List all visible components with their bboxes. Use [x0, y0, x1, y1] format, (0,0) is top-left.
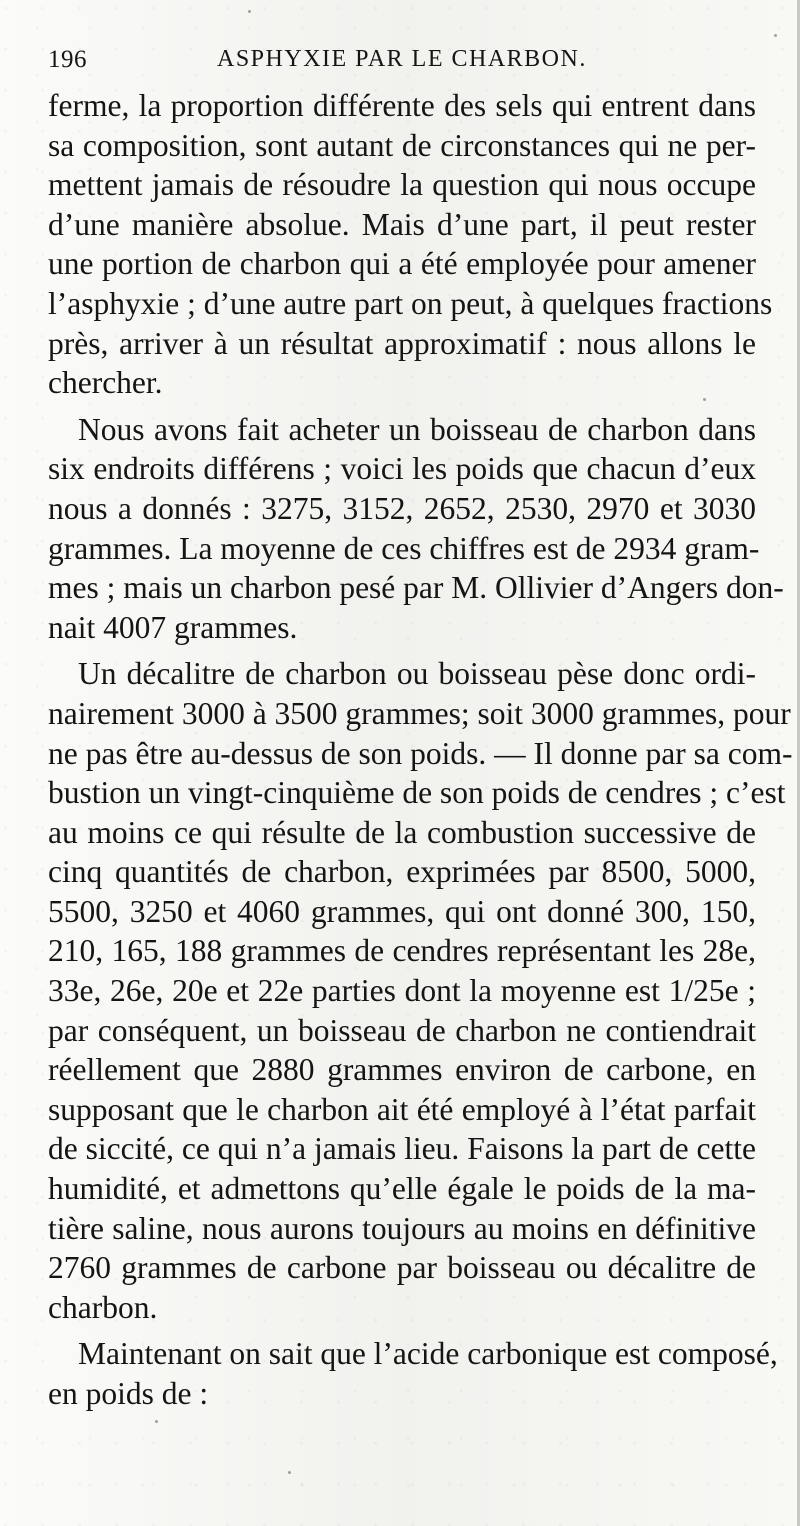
- text-line: 2760 grammes de carbone par boisseau ou décalitre de: [48, 1250, 756, 1286]
- paragraph-1: [48, 86, 773, 403]
- text-line: nous a donnés : 3275, 3152, 2652, 2530, 2970 et 3030: [48, 490, 756, 526]
- paragraph-3: [48, 654, 793, 1327]
- text-line: supposant que le charbon ait été employé à l’état parfait: [48, 1091, 756, 1127]
- text-line: charbon.: [48, 1289, 158, 1325]
- running-head: ASPHYXIE PAR LE CHARBON.: [217, 46, 587, 72]
- text-line: 33e, 26e, 20e et 22e parties dont la moyenne est 1/25e ;: [48, 973, 756, 1009]
- text-line: une portion de charbon qui a été employée pour amener: [48, 246, 756, 282]
- text-line: ne pas être au-dessus de son poids. — Il donne par sa com-: [48, 735, 793, 771]
- page-number: 196: [48, 46, 87, 73]
- text-line: de siccité, ce qui n’a jamais lieu. Faisons la part de cette: [48, 1131, 756, 1167]
- text-line: six endroits différens ; voici les poids que chacun d’eux: [48, 451, 756, 487]
- text-line: grammes. La moyenne de ces chiffres est de 2934 gram-: [48, 530, 760, 566]
- body-text: [48, 86, 793, 1414]
- text-line: Nous avons fait acheter un boisseau de charbon dans: [78, 411, 756, 447]
- text-line: l’asphyxie ; d’une autre part on peut, à quelques fractions: [48, 285, 773, 321]
- paragraph-spacing: [48, 647, 756, 654]
- paper-speck: [774, 34, 777, 37]
- paper-speck: [288, 1471, 291, 1474]
- paper-speck: [703, 398, 706, 401]
- text-line: humidité, et admettons qu’elle égale le poids de la ma-: [48, 1171, 756, 1207]
- paragraph-spacing: [48, 1327, 756, 1334]
- text-line: réellement que 2880 grammes environ de carbone, en: [48, 1052, 756, 1088]
- text-line: mes ; mais un charbon pesé par M. Ollivier d’Angers don-: [48, 570, 784, 606]
- text-line: par conséquent, un boisseau de charbon ne contiendrait: [48, 1012, 756, 1048]
- text-line: chercher.: [48, 365, 163, 401]
- paragraph-spacing: [48, 403, 756, 410]
- text-line: d’une manière absolue. Mais d’une part, il peut rester: [48, 206, 756, 242]
- text-line: tière saline, nous aurons toujours au moins en définitive: [48, 1210, 756, 1246]
- text-line: près, arriver à un résultat approximatif : nous allons le: [48, 325, 756, 361]
- paragraph-2: [48, 410, 784, 648]
- text-line: Maintenant on sait que l’acide carbonique est composé,: [78, 1336, 778, 1372]
- text-line: en poids de :: [48, 1376, 209, 1411]
- text-line: nairement 3000 à 3500 grammes; soit 3000 grammes, pour: [48, 695, 791, 731]
- text-line: nait 4007 grammes.: [48, 609, 298, 645]
- page-header: [48, 46, 758, 78]
- paper-speck: [248, 10, 251, 13]
- text-line: mettent jamais de résoudre la question qui nous occupe: [48, 167, 756, 203]
- text-line: 5500, 3250 et 4060 grammes, qui ont donné 300, 150,: [48, 893, 756, 929]
- text-line: 210, 165, 188 grammes de cendres représentant les 28e,: [48, 933, 756, 969]
- text-line: Un décalitre de charbon ou boisseau pèse donc ordi-: [78, 656, 756, 692]
- text-line: au moins ce qui résulte de la combustion successive de: [48, 814, 756, 850]
- paragraph-4: [48, 1334, 778, 1413]
- text-line: bustion un vingt-cinquième de son poids de cendres ; c’est: [48, 775, 786, 811]
- text-line: ferme, la proportion différente des sels qui entrent dans: [48, 88, 756, 123]
- text-line: cinq quantités de charbon, exprimées par 8500, 5000,: [48, 854, 756, 890]
- paper-speck: [155, 1420, 158, 1423]
- text-line: sa composition, sont autant de circonstances qui ne per-: [48, 127, 756, 163]
